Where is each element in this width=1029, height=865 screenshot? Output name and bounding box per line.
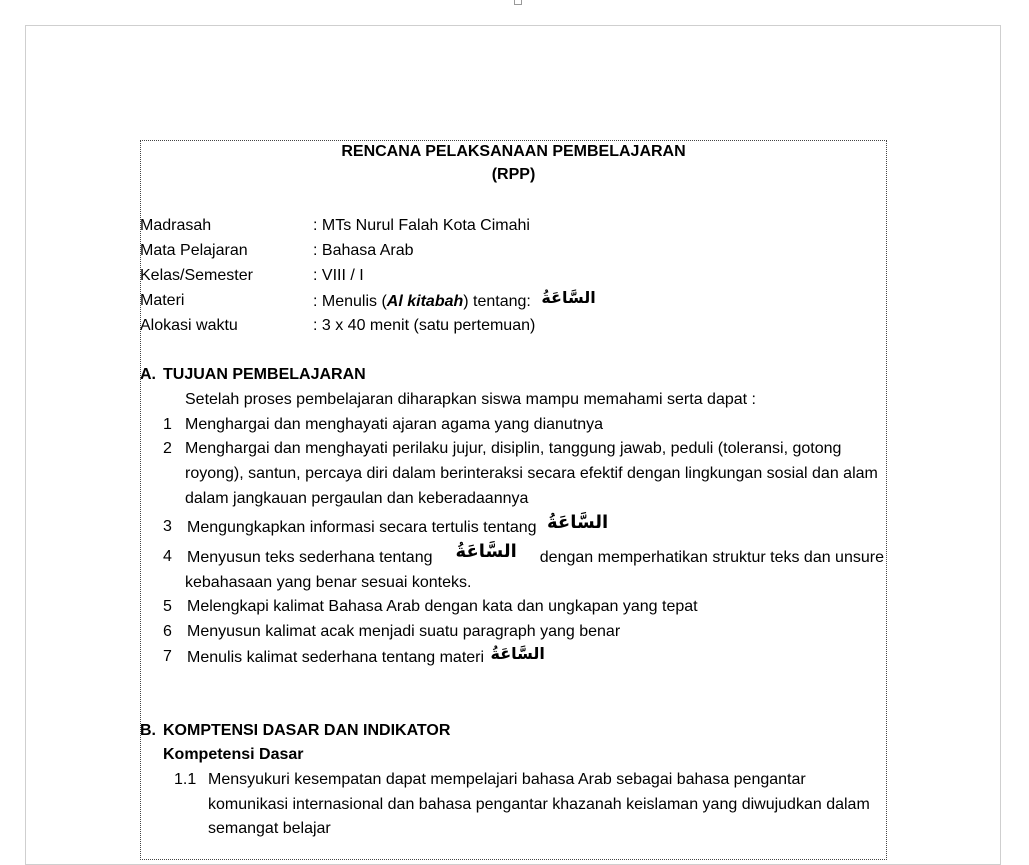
list-item-text-part: dengan memperhatikan struktur teks dan unsure: [539, 549, 884, 566]
section-b-subheading: Kompetensi Dasar: [163, 746, 304, 763]
info-value-materi: [313, 288, 596, 312]
list-item-number: 6: [163, 623, 172, 640]
section-a-intro: Setelah proses pembelajaran diharapkan siswa mampu memahami serta dapat :: [185, 391, 756, 408]
materi-value-pre: : Menulis (: [313, 293, 387, 310]
list-item-number: 4: [163, 548, 172, 565]
page-top-marker: [514, 0, 522, 5]
list-item-text: Menyusun kalimat acak menjadi suatu paragraph yang benar: [187, 623, 621, 640]
info-label-alokasi-waktu: Alokasi waktu: [140, 317, 238, 334]
list-item-number: 7: [163, 648, 172, 665]
section-b-heading: KOMPTENSI DASAR DAN INDIKATOR: [163, 722, 451, 739]
list-item-text: [187, 541, 884, 568]
list-item-text: [187, 644, 545, 668]
list-item-number: 2: [163, 440, 172, 457]
list-item-number: 1.1: [174, 771, 197, 788]
list-item-text: kebahasaan yang benar sesuai konteks.: [185, 574, 472, 591]
arabic-text: السَّاعَةُ: [546, 512, 609, 533]
materi-arabic-text: السَّاعَةُ: [541, 288, 596, 307]
list-item-text-part: Menyusun teks sederhana tentang: [187, 549, 433, 566]
info-value-kelas-semester: : VIII / I: [313, 267, 364, 284]
info-label-mata-pelajaran: Mata Pelajaran: [140, 242, 248, 259]
info-value-alokasi-waktu: : 3 x 40 menit (satu pertemuan): [313, 317, 536, 334]
info-label-madrasah: Madrasah: [140, 217, 212, 234]
list-item-text: komunikasi internasional dan bahasa pengantar khazanah keislaman yang diwujudkan dalam: [208, 796, 870, 813]
list-item-text-part: Mengungkapkan informasi secara tertulis tentang: [187, 519, 537, 536]
list-item-text: Menghargai dan menghayati ajaran agama yang dianutnya: [185, 416, 604, 433]
document-subtitle: (RPP): [491, 166, 536, 183]
arabic-text: السَّاعَةُ: [490, 644, 545, 663]
list-item-number: 5: [163, 598, 172, 615]
list-item-text: dalam jangkauan pergaulan dan keberadaannya: [185, 490, 529, 507]
list-item-text: royong), santun, percaya diri dalam berinteraksi secara efektif dengan lingkungan sosial dan alam: [185, 465, 878, 482]
info-label-materi: Materi: [140, 292, 185, 309]
list-item-text: Menghargai dan menghayati perilaku jujur, disiplin, tanggung jawab, peduli (toleransi, gotong: [185, 440, 842, 457]
materi-value-emphasis: Al kitabah: [386, 293, 464, 310]
list-item-number: 1: [163, 416, 172, 433]
info-value-madrasah: : MTs Nurul Falah Kota Cimahi: [313, 217, 530, 234]
list-item-number: 3: [163, 518, 172, 535]
arabic-text: السَّاعَةُ: [455, 541, 517, 562]
list-item-text: [187, 512, 609, 538]
list-item-text: Mensyukuri kesempatan dapat mempelajari bahasa Arab sebagai bahasa pengantar: [208, 771, 806, 788]
document-title: RENCANA PELAKSANAAN PEMBELAJARAN: [341, 143, 686, 160]
section-a-heading: TUJUAN PEMBELAJARAN: [163, 366, 366, 383]
list-item-text: Melengkapi kalimat Bahasa Arab dengan kata dan ungkapan yang tepat: [187, 598, 698, 615]
info-value-mata-pelajaran: : Bahasa Arab: [313, 242, 414, 259]
list-item-text-part: Menulis kalimat sederhana tentang materi: [187, 649, 485, 666]
info-label-kelas-semester: Kelas/Semester: [140, 267, 253, 284]
materi-value-post: ) tentang:: [463, 293, 531, 310]
section-b-letter: B.: [140, 722, 156, 739]
list-item-text: semangat belajar: [208, 820, 331, 837]
section-a-letter: A.: [140, 366, 156, 383]
